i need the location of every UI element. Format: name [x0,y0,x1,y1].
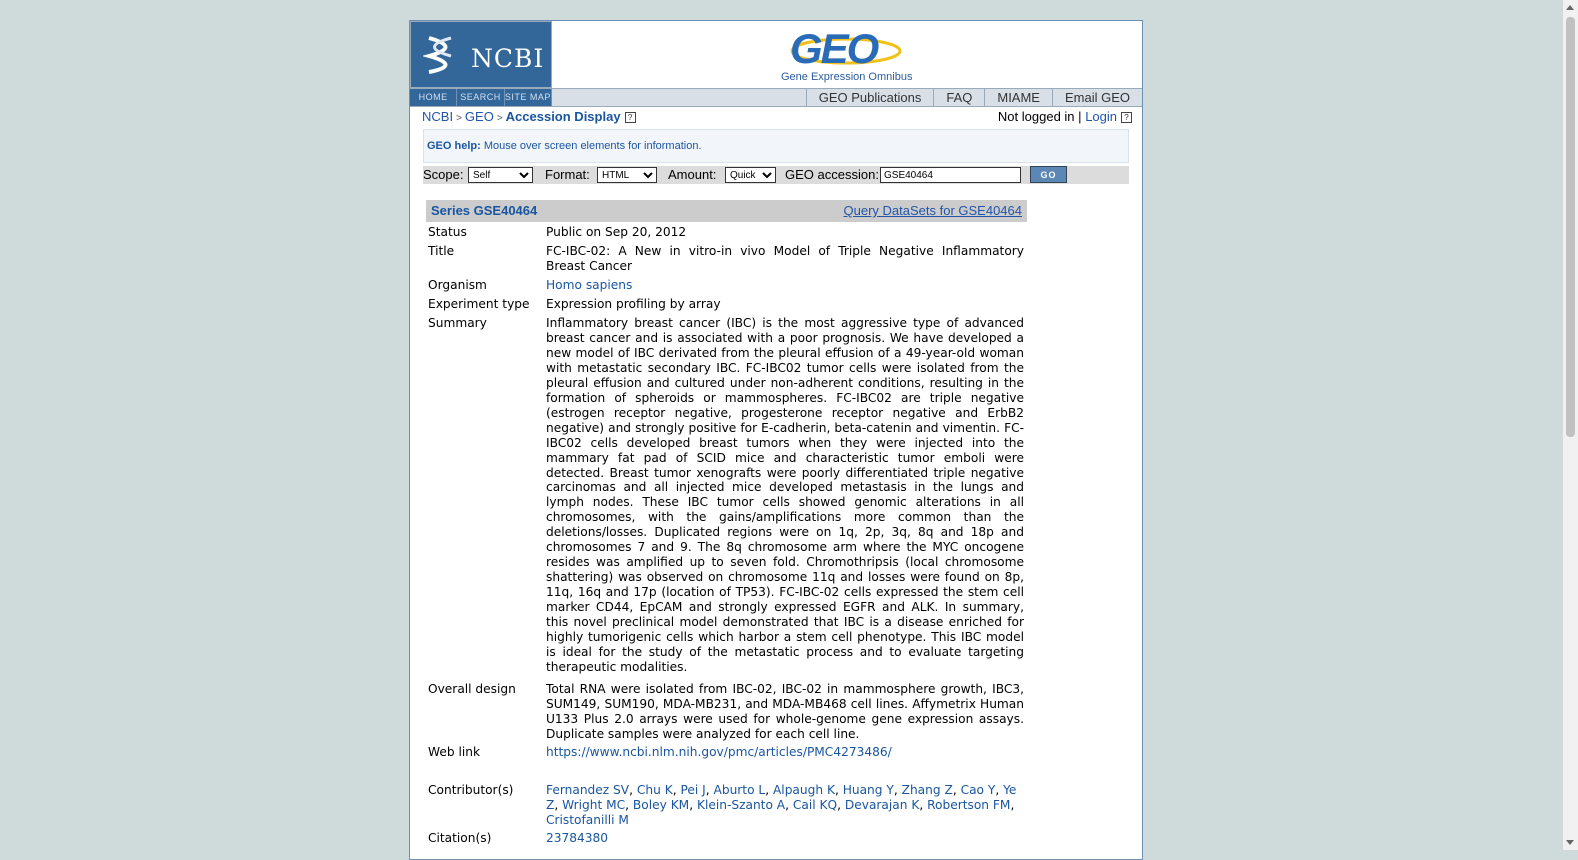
breadcrumb [422,109,636,124]
login-area [998,109,1132,124]
ncbi-nav [410,89,552,106]
nav-faq[interactable]: FAQ [933,89,984,106]
geo-page [409,20,1143,860]
format-label: Format: [545,167,590,182]
contributor-link[interactable]: Zhang Z [901,783,953,797]
geo-logo-subtitle: Gene Expression Omnibus [781,71,913,83]
contributor-link[interactable]: Devarajan K [844,797,920,812]
help-icon[interactable]: ? [625,112,636,123]
login-separator: | [1078,109,1082,124]
help-icon[interactable]: ? [1121,112,1132,123]
organism-key: Organism [428,278,487,292]
series-id: Series GSE40464 [431,203,538,218]
summary-value: Inflammatory breast cancer (IBC) is the most aggressive type of advanced breast cancer and is associated with a poor prognosis. We have developed a new model of IBC derivated from the pleural effusion of a 49-year-old woman with metastatic secondary IBC. FC-IBC02 tumor cells were isolated from the pleural effusion and cultured under non-adherent conditions, resulting in the formation of spheroids or mammospheres. FC-IBC02 are triple negative (estrogen receptor negative, progesterone receptor negative and ErbB2 negative) and strongly positive for E-cadherin, beta-catenin and vimentin. FC-IBC02 cells developed breast tumors when they were injected into the mammary fat pad of SCID mice and characteristic tumor emboli were detected. Breast tumor xenografts were poorly differentiated triple negative carcinomas and all injected mice developed metastasis in the lungs and lymph nodes. These IBC tumor cells showed genomic alterations in all chromosomes, with the gains/amplifications more common than the deletions/losses. Duplicated regions were on 1q, 2p, 3q, 8q and 18p and chromosomes 7 and 9. The 8q chromosome arm where the MYC oncogene resides was amplified up to seven fold. Chromothripsis (local chromosome shattering) was observed on chromosome 11q and losses were found on 8p, 11q, 16q and 17p (location of TP53). FC-IBC-02 cells expressed the stem cell marker CD44, EpCAM and strongly expressed EGFR and ALK. In summary, this novel preclinical model demonstrated that IBC is a disease enriched for highly tumorigenic cells which harbor a stem cell phenotype. This IBC model is ideal for the study of the metastatic process and to evaluate targeting therapeutic modalities. [546,316,1024,674]
scroll-up-icon[interactable] [1566,5,1574,10]
contributor-link[interactable]: Alpaugh K [772,783,835,797]
geo-help-box [423,129,1129,163]
overall-design-value: Total RNA were isolated from IBC-02, IBC-02 in mammosphere growth, IBC3, SUM149, SUM190, MDA-MB231, and MDA-MB468 cell lines. Affymetrix Human U133 Plus 2.0 arrays were used for whole-genome gene expression assays. Duplicate samples were analyzed for each cell line. [546,682,1024,741]
help-text: Mouse over screen elements for information. [483,140,702,152]
status-value: Public on Sep 20, 2012 [546,225,687,239]
series-header [426,200,1027,222]
accession-input[interactable] [880,167,1021,183]
title-value: FC-IBC-02: A New in vitro-in vivo Model of Triple Negative Inflammatory Breast Cancer [546,244,1024,273]
amount-label: Amount: [668,167,717,182]
breadcrumb-ncbi[interactable]: NCBI [422,109,454,124]
dna-helix-icon [423,34,457,74]
status-key: Status [428,225,467,239]
web-link-key: Web link [428,745,480,759]
contributor-link[interactable]: Klein-Szanto A [696,797,786,812]
contributor-link[interactable]: Cristofanilli M [546,812,629,827]
overall-design-key: Overall design [428,682,516,696]
breadcrumb-separator: > [496,113,503,124]
contributor-link[interactable]: Ye Z [546,783,1017,812]
nav-geo-publications[interactable]: GEO Publications [806,89,934,106]
scroll-down-icon[interactable] [1566,840,1574,845]
page-scrollbar[interactable] [1563,0,1578,850]
contributor-link[interactable]: Pei J [680,783,706,797]
summary-key: Summary [428,316,487,330]
contributor-link[interactable]: Cail KQ [792,797,838,812]
title-key: Title [428,244,455,258]
contributors-key: Contributor(s) [428,783,514,797]
contributor-link[interactable]: Aburto L [713,783,766,797]
geo-logo-text: GEO [790,25,878,72]
help-label: GEO help: [427,140,481,152]
top-nav-bar [410,88,1142,107]
contributor-link[interactable]: Robertson FM [927,797,1011,812]
geo-nav [806,89,1142,106]
breadcrumb-separator: > [456,113,462,124]
nav-search[interactable]: SEARCH [457,89,504,106]
contributor-link[interactable]: Boley KM [632,797,690,812]
contributor-link[interactable]: Fernandez SV [546,783,630,797]
go-button[interactable]: GO [1030,166,1067,183]
login-status: Not logged in [997,109,1075,124]
scope-label: Scope: [423,167,464,182]
citation-key: Citation(s) [428,831,492,845]
contributor-link[interactable]: Chu K [636,783,673,797]
nav-site-map[interactable]: SITE MAP [505,89,552,106]
citation-link[interactable]: 23784380 [546,831,609,845]
contributor-link[interactable]: Wright MC [562,797,626,812]
experiment-type-value: Expression profiling by array [546,297,721,311]
accession-label: GEO accession: [785,167,879,182]
breadcrumb-geo[interactable]: GEO [464,109,494,124]
web-link[interactable]: https://www.ncbi.nlm.nih.gov/pmc/articles/PMC4273486/ [546,745,892,759]
organism-link[interactable]: Homo sapiens [546,278,633,292]
accession-toolbar [423,166,1129,184]
contributors-list: Fernandez SV, Chu K, Pei J, Aburto L, Alpaugh K, Huang Y, Zhang Z, Cao Y, Ye Z, Wright MC, Boley KM, Klein-Szanto A, Cail KQ, Devarajan K, Robertson FM, Cristofanilli M [546,783,1017,827]
amount-select[interactable] [725,167,776,183]
query-datasets-link[interactable]: Query DataSets for GSE40464 [843,203,1022,218]
geo-logo[interactable] [552,21,1142,88]
nav-email-geo[interactable]: Email GEO [1052,89,1142,106]
scope-select[interactable] [468,167,533,183]
contributor-link[interactable]: Cao Y [960,783,996,797]
ncbi-logo-text: NCBI [471,44,545,73]
login-link[interactable]: Login [1085,109,1117,124]
nav-miame[interactable]: MIAME [984,89,1052,106]
experiment-type-key: Experiment type [428,297,530,311]
format-select[interactable] [597,167,657,183]
scrollbar-thumb[interactable] [1566,17,1575,437]
nav-home[interactable]: HOME [410,89,457,106]
contributor-link[interactable]: Huang Y [842,783,894,797]
ncbi-logo[interactable] [410,21,552,88]
breadcrumb-current: Accession Display [505,109,621,124]
